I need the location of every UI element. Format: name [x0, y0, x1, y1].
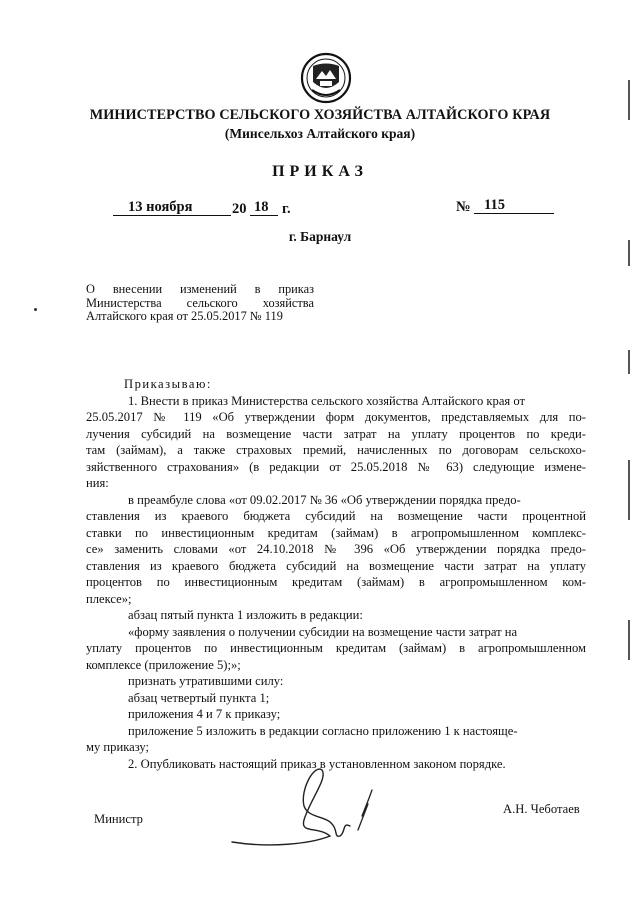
body-line: абзац четвертый пункта 1;	[128, 690, 270, 705]
subject-line: Алтайского края от 25.05.2017 № 119	[86, 309, 283, 323]
year-suffix: 18	[254, 199, 269, 215]
body-line: зяйственного страхования» (в редакции от 25.05.2018 № 63) следующие измене-	[86, 459, 586, 474]
body-line: приложения 4 и 7 к приказу;	[128, 707, 281, 721]
body-line: там (займам), а также страховых премий, начисленных по договорам сельскохо-	[86, 443, 586, 457]
body-line: признать утратившими силу:	[128, 674, 284, 688]
number-label: №	[456, 199, 471, 215]
scan-dot	[34, 308, 37, 311]
body-line: ставки по инвестиционным кредитам (займам) в агропромышленном комплекс-	[86, 525, 586, 540]
body-line: 2. Опубликовать настоящий приказ в установленном законом порядке.	[128, 756, 506, 771]
body-line: процентов по инвестиционным кредитам (займам) в агропромышленном ком-	[86, 575, 586, 589]
order-number: 115	[484, 197, 505, 213]
year-unit: г.	[282, 201, 291, 217]
date-underline	[113, 215, 231, 216]
body-line: комплексе (приложение 5);»;	[86, 657, 241, 672]
scan-edge-mark	[628, 460, 630, 520]
body-line: ставления из краевого бюджета субсидий на возмещение части процентной	[86, 509, 586, 523]
body-line: ния:	[86, 476, 109, 490]
order-intro: Приказываю:	[124, 377, 212, 391]
scan-edge-mark	[628, 240, 630, 266]
handwritten-signature-icon	[230, 760, 390, 850]
year-underline	[250, 215, 278, 216]
body-line: «форму заявления о получении субсидии на возмещение части затрат на	[128, 624, 518, 639]
signatory-name: А.Н. Чеботаев	[503, 802, 580, 816]
document-title: ПРИКАЗ	[272, 163, 368, 180]
scan-edge-mark	[628, 620, 630, 660]
city: г. Барнаул	[288, 229, 352, 244]
subject-block	[86, 283, 314, 324]
body-line: 25.05.2017 № 119 «Об утверждении форм документов, представляемых для по-	[86, 410, 586, 424]
subject-line: О внесении изменений в приказ	[86, 282, 314, 296]
organization-short-name: (Минсельхоз Алтайского края)	[224, 126, 416, 141]
subject-line: Министерства сельского хозяйства	[86, 295, 314, 310]
scan-edge-mark	[628, 350, 630, 374]
body-line: ставления из краевого бюджета субсидий на возмещение части затрат на уплату	[86, 558, 586, 573]
body-line: се» заменить словами «от 24.10.2018 № 396 «Об утверждении порядка предо-	[86, 542, 586, 556]
body-line: плексе»;	[86, 591, 132, 606]
body-line: уплату процентов по инвестиционным кредитам (займам) в агропромышленном	[86, 641, 586, 655]
order-body	[86, 376, 586, 772]
body-line: приложение 5 изложить в редакции согласно приложению 1 к настояще-	[128, 723, 518, 738]
number-underline	[474, 213, 554, 214]
body-line: 1. Внести в приказ Министерства сельского хозяйства Алтайского края от	[128, 393, 526, 408]
year-prefix: 20	[232, 201, 247, 217]
organization-name: МИНИСТЕРСТВО СЕЛЬСКОГО ХОЗЯЙСТВА АЛТАЙСКОГО КРАЯ	[89, 107, 551, 123]
scan-edge-mark	[628, 80, 630, 120]
coat-of-arms-icon	[300, 52, 352, 104]
body-line: лучения субсидий на возмещение части затрат на уплату процентов по креди-	[86, 426, 586, 441]
body-line: му приказу;	[86, 740, 150, 754]
body-line: абзац пятый пункта 1 изложить в редакции:	[128, 608, 363, 622]
order-date: 13 ноября	[128, 199, 193, 215]
signatory-role: Министр	[94, 812, 143, 826]
body-line: в преамбуле слова «от 09.02.2017 № 36 «Об утверждении порядка предо-	[128, 492, 521, 507]
